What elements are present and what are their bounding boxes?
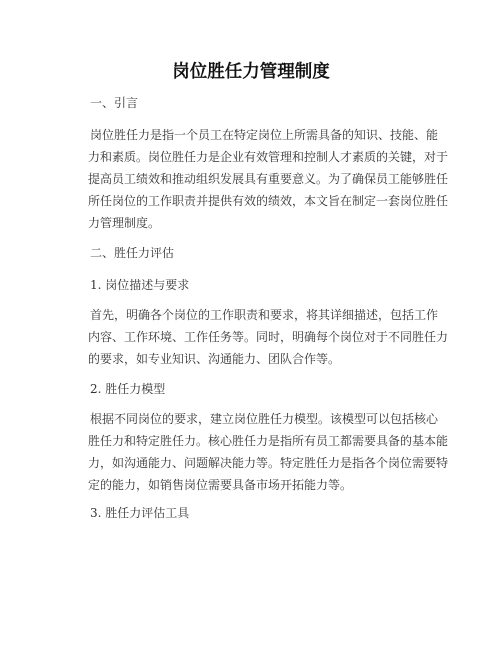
paragraph-line: 力，如沟通能力、问题解决能力等。特定胜任力是指各个岗位需要特 — [88, 456, 449, 470]
paragraph-line: 胜任力和特定胜任力。核心胜任力是指所有员工都需要具备的基本能 — [88, 434, 449, 448]
paragraph-line: 所任岗位的工作职责并提供有效的绩效，本文旨在制定一套岗位胜任 — [88, 194, 449, 208]
document-title: 岗位胜任力管理制度 — [172, 62, 330, 82]
paragraph-line: 力和素质。岗位胜任力是企业有效管理和控制人才素质的关键，对于 — [88, 150, 449, 164]
paragraph-line: 提高员工绩效和推动组织发展具有重要意义。为了确保员工能够胜任 — [88, 172, 449, 186]
subsection-heading-job-description: 1. 岗位描述与要求 — [90, 278, 190, 292]
paragraph-line: 根据不同岗位的要求，建立岗位胜任力模型。该模型可以包括核心 — [90, 412, 439, 426]
competency-model-paragraph — [88, 408, 449, 496]
paragraph-line: 的要求，如专业知识、沟通能力、团队合作等。 — [88, 352, 341, 366]
job-description-paragraph — [88, 304, 449, 370]
section-heading-intro: 一、引言 — [90, 96, 139, 110]
section-heading-evaluation: 二、胜任力评估 — [90, 246, 175, 260]
paragraph-line: 首先，明确各个岗位的工作职责和要求，将其详细描述，包括工作 — [90, 308, 439, 322]
intro-paragraph — [88, 124, 449, 234]
subsection-heading-assessment-tools: 3. 胜任力评估工具 — [90, 506, 190, 520]
subsection-heading-competency-model: 2. 胜任力模型 — [90, 382, 166, 396]
paragraph-line: 内容、工作环境、工作任务等。同时，明确每个岗位对于不同胜任力 — [88, 330, 449, 344]
paragraph-line: 岗位胜任力是指一个员工在特定岗位上所需具备的知识、技能、能 — [90, 128, 439, 142]
paragraph-line: 定的能力，如销售岗位需要具备市场开拓能力等。 — [88, 478, 353, 492]
paragraph-line: 力管理制度。 — [88, 216, 161, 230]
